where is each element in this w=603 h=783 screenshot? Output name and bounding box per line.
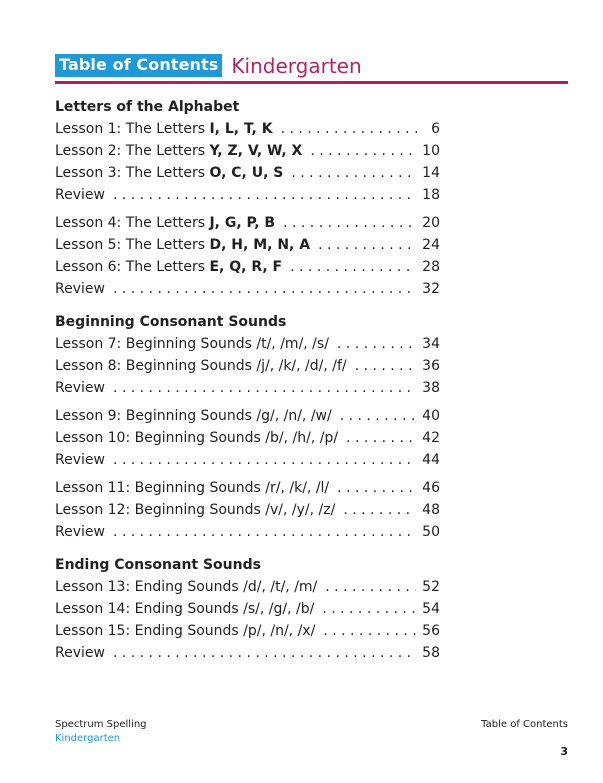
toc-entry — [55, 118, 440, 140]
entry-page-number: 42 — [422, 430, 440, 446]
entry-label — [55, 140, 302, 162]
entry-page-number: 52 — [422, 579, 440, 595]
lesson-group — [55, 576, 440, 664]
dot-leader — [318, 234, 416, 256]
entry-label — [55, 355, 347, 377]
entry-label — [55, 256, 282, 278]
lesson-group — [55, 405, 440, 471]
entry-text: Lesson 3: The Letters — [55, 165, 210, 181]
entry-label — [55, 333, 329, 355]
entry-page-number: 50 — [422, 524, 440, 540]
entry-text: Review — [55, 645, 105, 661]
dot-leader — [290, 256, 416, 278]
dot-leader — [291, 162, 416, 184]
toc-entry — [55, 355, 440, 377]
dot-leader — [310, 140, 416, 162]
page-header — [55, 54, 362, 77]
entry-text: Lesson 10: Beginning Sounds /b/, /h/, /p/ — [55, 430, 339, 446]
entry-page-number: 32 — [422, 281, 440, 297]
toc-badge: Table of Contents — [55, 54, 222, 77]
entry-text: Lesson 2: The Letters — [55, 143, 210, 159]
section-title: Letters of the Alphabet — [55, 99, 240, 115]
dot-leader — [281, 118, 418, 140]
toc-entry — [55, 449, 440, 471]
entry-text: Lesson 4: The Letters — [55, 215, 210, 231]
entry-page-number: 40 — [422, 408, 440, 424]
lesson-group — [55, 477, 440, 543]
entry-label — [55, 620, 315, 642]
dot-leader — [322, 598, 416, 620]
toc-entry — [55, 140, 440, 162]
entry-label — [55, 521, 105, 543]
entry-label — [55, 118, 273, 140]
entry-letters: E, Q, R, F — [209, 259, 283, 275]
entry-page-number: 6 — [431, 121, 440, 137]
entry-label — [55, 278, 105, 300]
lesson-group — [55, 333, 440, 399]
header-rule — [55, 81, 568, 84]
entry-label — [55, 212, 275, 234]
footer-book-title: Spectrum Spelling — [55, 719, 147, 730]
entry-page-number: 36 — [422, 358, 440, 374]
toc-entry — [55, 427, 440, 449]
table-of-contents — [55, 96, 440, 675]
toc-entry — [55, 184, 440, 206]
entry-label — [55, 477, 329, 499]
entry-letters: I, L, T, K — [209, 121, 273, 137]
dot-leader — [113, 377, 416, 399]
dot-leader — [323, 620, 416, 642]
entry-page-number: 58 — [422, 645, 440, 661]
dot-leader — [337, 333, 416, 355]
toc-entry — [55, 521, 440, 543]
toc-section — [55, 96, 440, 300]
entry-text: Review — [55, 380, 105, 396]
toc-entry — [55, 162, 440, 184]
entry-text: Lesson 5: The Letters — [55, 237, 210, 253]
toc-entry — [55, 620, 440, 642]
entry-label — [55, 642, 105, 664]
entry-text: Review — [55, 187, 105, 203]
dot-leader — [355, 355, 417, 377]
entry-letters: D, H, M, N, A — [209, 237, 311, 253]
entry-text: Lesson 15: Ending Sounds /p/, /n/, /x/ — [55, 623, 316, 639]
entry-label — [55, 576, 317, 598]
entry-page-number: 20 — [422, 215, 440, 231]
entry-text: Review — [55, 452, 105, 468]
lesson-group — [55, 212, 440, 300]
grade-title: Kindergarten — [231, 53, 362, 78]
dot-leader — [113, 184, 416, 206]
toc-entry — [55, 477, 440, 499]
entry-label — [55, 405, 332, 427]
section-title: Ending Consonant Sounds — [55, 557, 261, 573]
entry-label — [55, 499, 335, 521]
dot-leader — [113, 449, 416, 471]
dot-leader — [283, 212, 416, 234]
entry-text: Review — [55, 524, 105, 540]
entry-letters: O, C, U, S — [209, 165, 284, 181]
entry-label — [55, 377, 105, 399]
footer-left — [55, 718, 147, 746]
entry-page-number: 48 — [422, 502, 440, 518]
entry-label — [55, 162, 283, 184]
entry-page-number: 46 — [422, 480, 440, 496]
entry-text: Lesson 11: Beginning Sounds /r/, /k/, /l/ — [55, 480, 330, 496]
entry-text: Lesson 14: Ending Sounds /s/, /g/, /b/ — [55, 601, 315, 617]
entry-page-number: 34 — [422, 336, 440, 352]
lesson-group — [55, 118, 440, 206]
toc-entry — [55, 499, 440, 521]
toc-entry — [55, 333, 440, 355]
page-number: 3 — [560, 745, 568, 758]
entry-page-number: 44 — [422, 452, 440, 468]
entry-page-number: 14 — [422, 165, 440, 181]
entry-page-number: 56 — [422, 623, 440, 639]
dot-leader — [343, 499, 416, 521]
toc-entry — [55, 256, 440, 278]
entry-label — [55, 234, 310, 256]
dot-leader — [113, 642, 416, 664]
entry-page-number: 38 — [422, 380, 440, 396]
dot-leader — [337, 477, 416, 499]
entry-letters: J, G, P, B — [209, 215, 276, 231]
dot-leader — [340, 405, 416, 427]
entry-page-number: 18 — [422, 187, 440, 203]
entry-text: Lesson 9: Beginning Sounds /g/, /n/, /w/ — [55, 408, 332, 424]
entry-text: Lesson 1: The Letters — [55, 121, 210, 137]
entry-label — [55, 598, 314, 620]
entry-text: Lesson 13: Ending Sounds /d/, /t/, /m/ — [55, 579, 318, 595]
entry-letters: Y, Z, V, W, X — [209, 143, 303, 159]
entry-page-number: 10 — [422, 143, 440, 159]
dot-leader — [113, 521, 416, 543]
toc-entry — [55, 234, 440, 256]
entry-page-number: 24 — [422, 237, 440, 253]
entry-text: Lesson 8: Beginning Sounds /j/, /k/, /d/, /f/ — [55, 358, 347, 374]
toc-entry — [55, 598, 440, 620]
toc-entry — [55, 212, 440, 234]
entry-label — [55, 427, 338, 449]
footer-section-title: Table of Contents — [481, 719, 568, 730]
dot-leader — [113, 278, 416, 300]
entry-text: Lesson 6: The Letters — [55, 259, 210, 275]
toc-entry — [55, 642, 440, 664]
entry-text: Lesson 7: Beginning Sounds /t/, /m/, /s/ — [55, 336, 329, 352]
toc-entry — [55, 377, 440, 399]
toc-entry — [55, 576, 440, 598]
toc-entry — [55, 278, 440, 300]
entry-text: Review — [55, 281, 105, 297]
entry-page-number: 28 — [422, 259, 440, 275]
toc-section — [55, 554, 440, 664]
dot-leader — [346, 427, 416, 449]
toc-entry — [55, 405, 440, 427]
dot-leader — [325, 576, 416, 598]
section-title: Beginning Consonant Sounds — [55, 314, 287, 330]
footer-grade: Kindergarten — [55, 733, 121, 744]
entry-label — [55, 449, 105, 471]
entry-label — [55, 184, 105, 206]
entry-page-number: 54 — [422, 601, 440, 617]
entry-text: Lesson 12: Beginning Sounds /v/, /y/, /z/ — [55, 502, 336, 518]
toc-section — [55, 311, 440, 543]
